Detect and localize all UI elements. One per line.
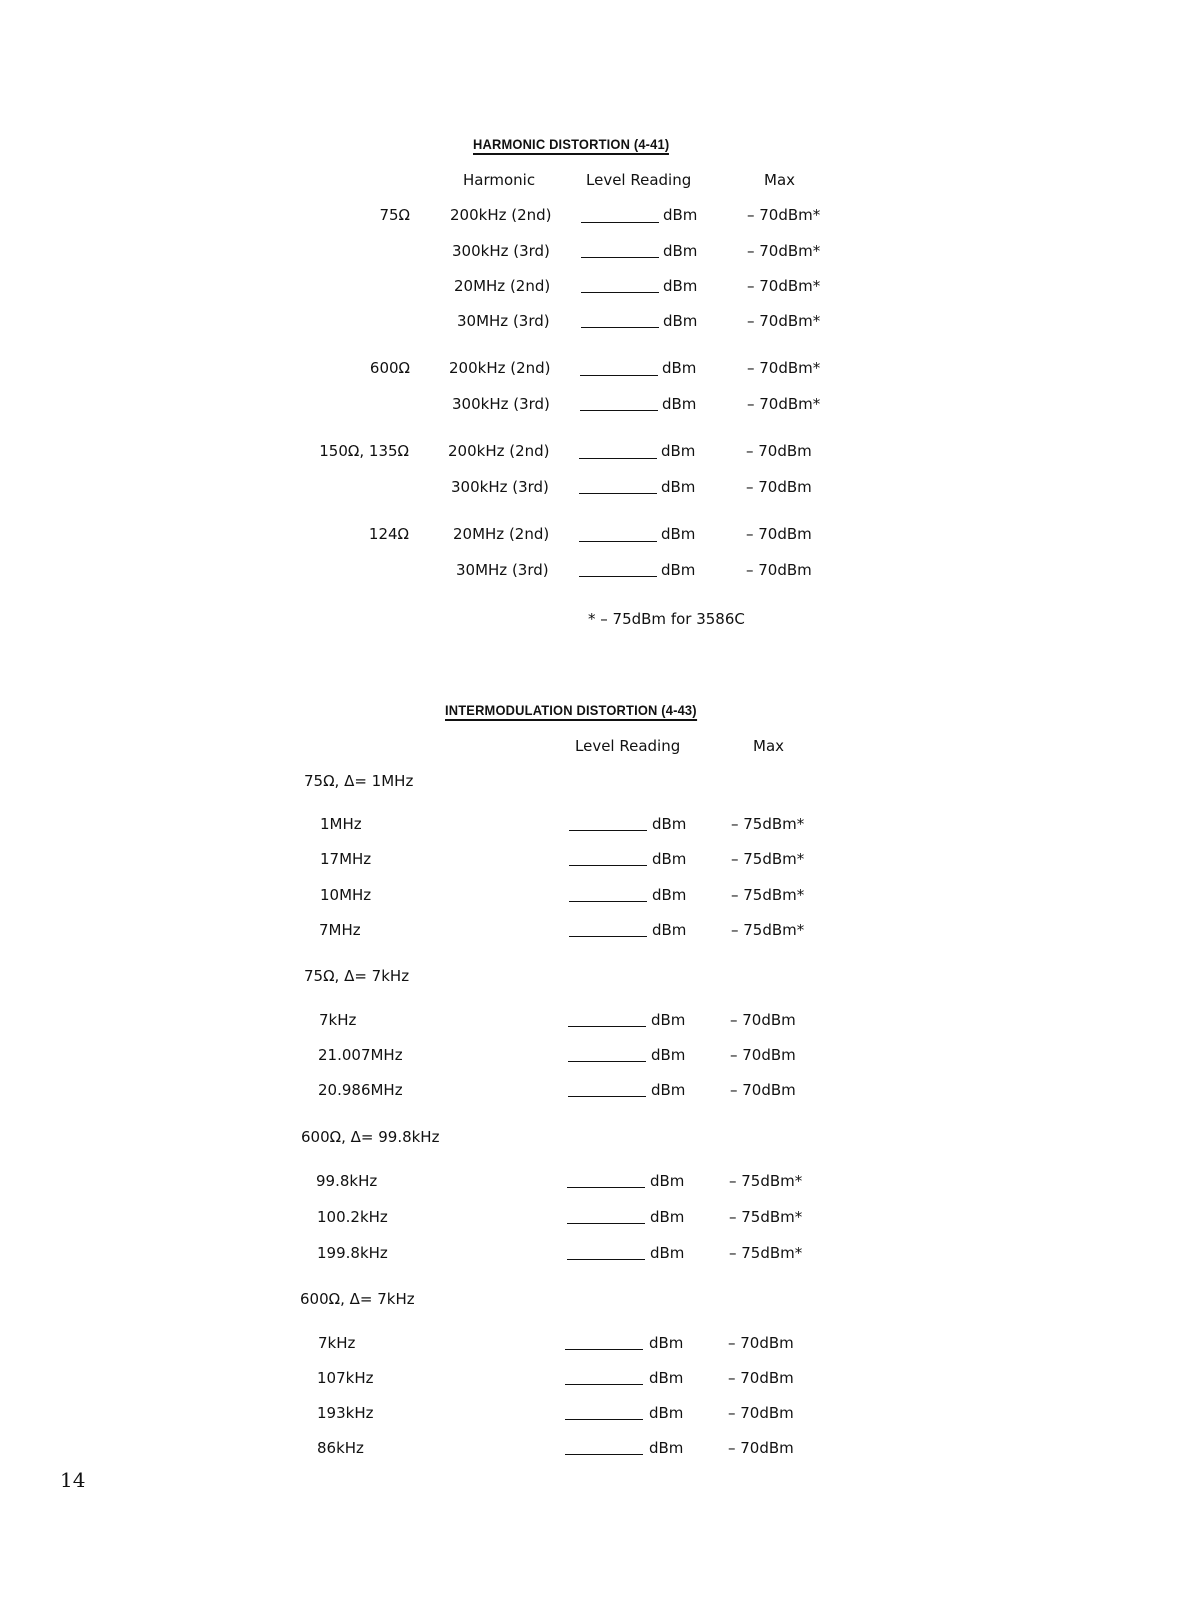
max-value: – 70dBm	[730, 1046, 796, 1064]
max-value: – 70dBm	[728, 1439, 794, 1457]
unit-label: dBm	[661, 561, 696, 579]
unit-label: dBm	[663, 312, 698, 330]
intermod-freq: 107kHz	[317, 1369, 374, 1387]
harmonic-freq: 30MHz (3rd)	[456, 561, 549, 579]
intermod-freq: 193kHz	[317, 1404, 374, 1422]
unit-label: dBm	[661, 525, 696, 543]
impedance-label: 150Ω, 135Ω	[319, 442, 409, 460]
intermod-freq: 7kHz	[319, 1011, 357, 1029]
level-reading-blank[interactable]	[579, 541, 657, 542]
harmonic-title: HARMONIC DISTORTION (4-41)	[473, 136, 669, 155]
max-value: – 75dBm*	[731, 886, 805, 904]
intermod-freq: 17MHz	[320, 850, 372, 868]
level-reading-blank[interactable]	[569, 830, 647, 831]
max-value: – 70dBm*	[747, 359, 821, 377]
level-reading-blank[interactable]	[580, 375, 658, 376]
unit-label: dBm	[662, 395, 697, 413]
harmonic-freq: 300kHz (3rd)	[452, 395, 550, 413]
unit-label: dBm	[663, 242, 698, 260]
harmonic-freq: 200kHz (2nd)	[449, 359, 551, 377]
intermod-freq: 21.007MHz	[318, 1046, 403, 1064]
unit-label: dBm	[651, 1081, 686, 1099]
harmonic-freq: 300kHz (3rd)	[452, 242, 550, 260]
max-value: – 70dBm	[728, 1369, 794, 1387]
intermod-freq: 7MHz	[319, 921, 361, 939]
level-reading-blank[interactable]	[581, 222, 659, 223]
unit-label: dBm	[650, 1208, 685, 1226]
unit-label: dBm	[661, 478, 696, 496]
level-reading-blank[interactable]	[568, 1061, 646, 1062]
level-reading-blank[interactable]	[579, 493, 657, 494]
max-value: – 70dBm	[746, 442, 812, 460]
level-reading-blank[interactable]	[568, 1026, 646, 1027]
intermod-header-max: Max	[753, 737, 785, 755]
page-number: 14	[60, 1468, 86, 1492]
intermod-group-label: 75Ω, Δ= 1MHz	[304, 772, 414, 790]
harmonic-freq: 30MHz (3rd)	[457, 312, 550, 330]
intermod-freq: 86kHz	[317, 1439, 364, 1457]
unit-label: dBm	[649, 1369, 684, 1387]
intermod-freq: 20.986MHz	[318, 1081, 403, 1099]
intermod-freq: 7kHz	[318, 1334, 356, 1352]
intermod-freq: 1MHz	[320, 815, 362, 833]
max-value: – 70dBm*	[747, 277, 821, 295]
harmonic-header-level: Level Reading	[586, 171, 692, 189]
level-reading-blank[interactable]	[569, 936, 647, 937]
harmonic-header-harmonic: Harmonic	[463, 171, 536, 189]
impedance-label: 75Ω	[379, 206, 410, 224]
harmonic-freq: 200kHz (2nd)	[450, 206, 552, 224]
level-reading-blank[interactable]	[569, 865, 647, 866]
unit-label: dBm	[652, 921, 687, 939]
max-value: – 75dBm*	[731, 850, 805, 868]
level-reading-blank[interactable]	[581, 292, 659, 293]
intermod-group-label: 75Ω, Δ= 7kHz	[304, 967, 410, 985]
unit-label: dBm	[651, 1011, 686, 1029]
unit-label: dBm	[652, 886, 687, 904]
max-value: – 70dBm	[730, 1011, 796, 1029]
intermod-freq: 100.2kHz	[317, 1208, 388, 1226]
intermod-title: INTERMODULATION DISTORTION (4-43)	[445, 702, 697, 721]
unit-label: dBm	[649, 1439, 684, 1457]
max-value: – 70dBm	[728, 1404, 794, 1422]
impedance-label: 124Ω	[368, 525, 409, 543]
level-reading-blank[interactable]	[565, 1454, 643, 1455]
unit-label: dBm	[662, 359, 697, 377]
max-value: – 75dBm*	[729, 1172, 803, 1190]
level-reading-blank[interactable]	[565, 1384, 643, 1385]
level-reading-blank[interactable]	[581, 257, 659, 258]
level-reading-blank[interactable]	[581, 327, 659, 328]
max-value: – 75dBm*	[729, 1244, 803, 1262]
intermod-freq: 99.8kHz	[316, 1172, 378, 1190]
level-reading-blank[interactable]	[565, 1419, 643, 1420]
level-reading-blank[interactable]	[567, 1259, 645, 1260]
unit-label: dBm	[652, 850, 687, 868]
level-reading-blank[interactable]	[580, 410, 658, 411]
level-reading-blank[interactable]	[565, 1349, 643, 1350]
unit-label: dBm	[650, 1244, 685, 1262]
max-value: – 70dBm*	[747, 395, 821, 413]
max-value: – 70dBm*	[747, 312, 821, 330]
level-reading-blank[interactable]	[568, 1096, 646, 1097]
unit-label: dBm	[649, 1334, 684, 1352]
max-value: – 75dBm*	[731, 921, 805, 939]
intermod-header-level: Level Reading	[575, 737, 681, 755]
max-value: – 75dBm*	[731, 815, 805, 833]
max-value: – 70dBm*	[747, 206, 821, 224]
intermod-group-label: 600Ω, Δ= 7kHz	[300, 1290, 415, 1308]
intermod-group-label: 600Ω, Δ= 99.8kHz	[301, 1128, 440, 1146]
intermod-freq: 199.8kHz	[317, 1244, 388, 1262]
level-reading-blank[interactable]	[567, 1223, 645, 1224]
harmonic-freq: 200kHz (2nd)	[448, 442, 550, 460]
unit-label: dBm	[651, 1046, 686, 1064]
max-value: – 70dBm	[746, 561, 812, 579]
max-value: – 70dBm	[746, 478, 812, 496]
unit-label: dBm	[663, 206, 698, 224]
harmonic-footnote: * – 75dBm for 3586C	[588, 610, 745, 628]
unit-label: dBm	[663, 277, 698, 295]
level-reading-blank[interactable]	[579, 576, 657, 577]
harmonic-freq: 20MHz (2nd)	[453, 525, 550, 543]
unit-label: dBm	[661, 442, 696, 460]
max-value: – 70dBm	[746, 525, 812, 543]
impedance-label: 600Ω	[369, 359, 410, 377]
level-reading-blank[interactable]	[569, 901, 647, 902]
level-reading-blank[interactable]	[579, 458, 657, 459]
intermod-freq: 10MHz	[320, 886, 372, 904]
harmonic-header-max: Max	[764, 171, 796, 189]
harmonic-freq: 300kHz (3rd)	[451, 478, 549, 496]
unit-label: dBm	[650, 1172, 685, 1190]
unit-label: dBm	[652, 815, 687, 833]
harmonic-freq: 20MHz (2nd)	[454, 277, 551, 295]
max-value: – 70dBm	[730, 1081, 796, 1099]
max-value: – 75dBm*	[729, 1208, 803, 1226]
max-value: – 70dBm	[728, 1334, 794, 1352]
max-value: – 70dBm*	[747, 242, 821, 260]
unit-label: dBm	[649, 1404, 684, 1422]
level-reading-blank[interactable]	[567, 1187, 645, 1188]
